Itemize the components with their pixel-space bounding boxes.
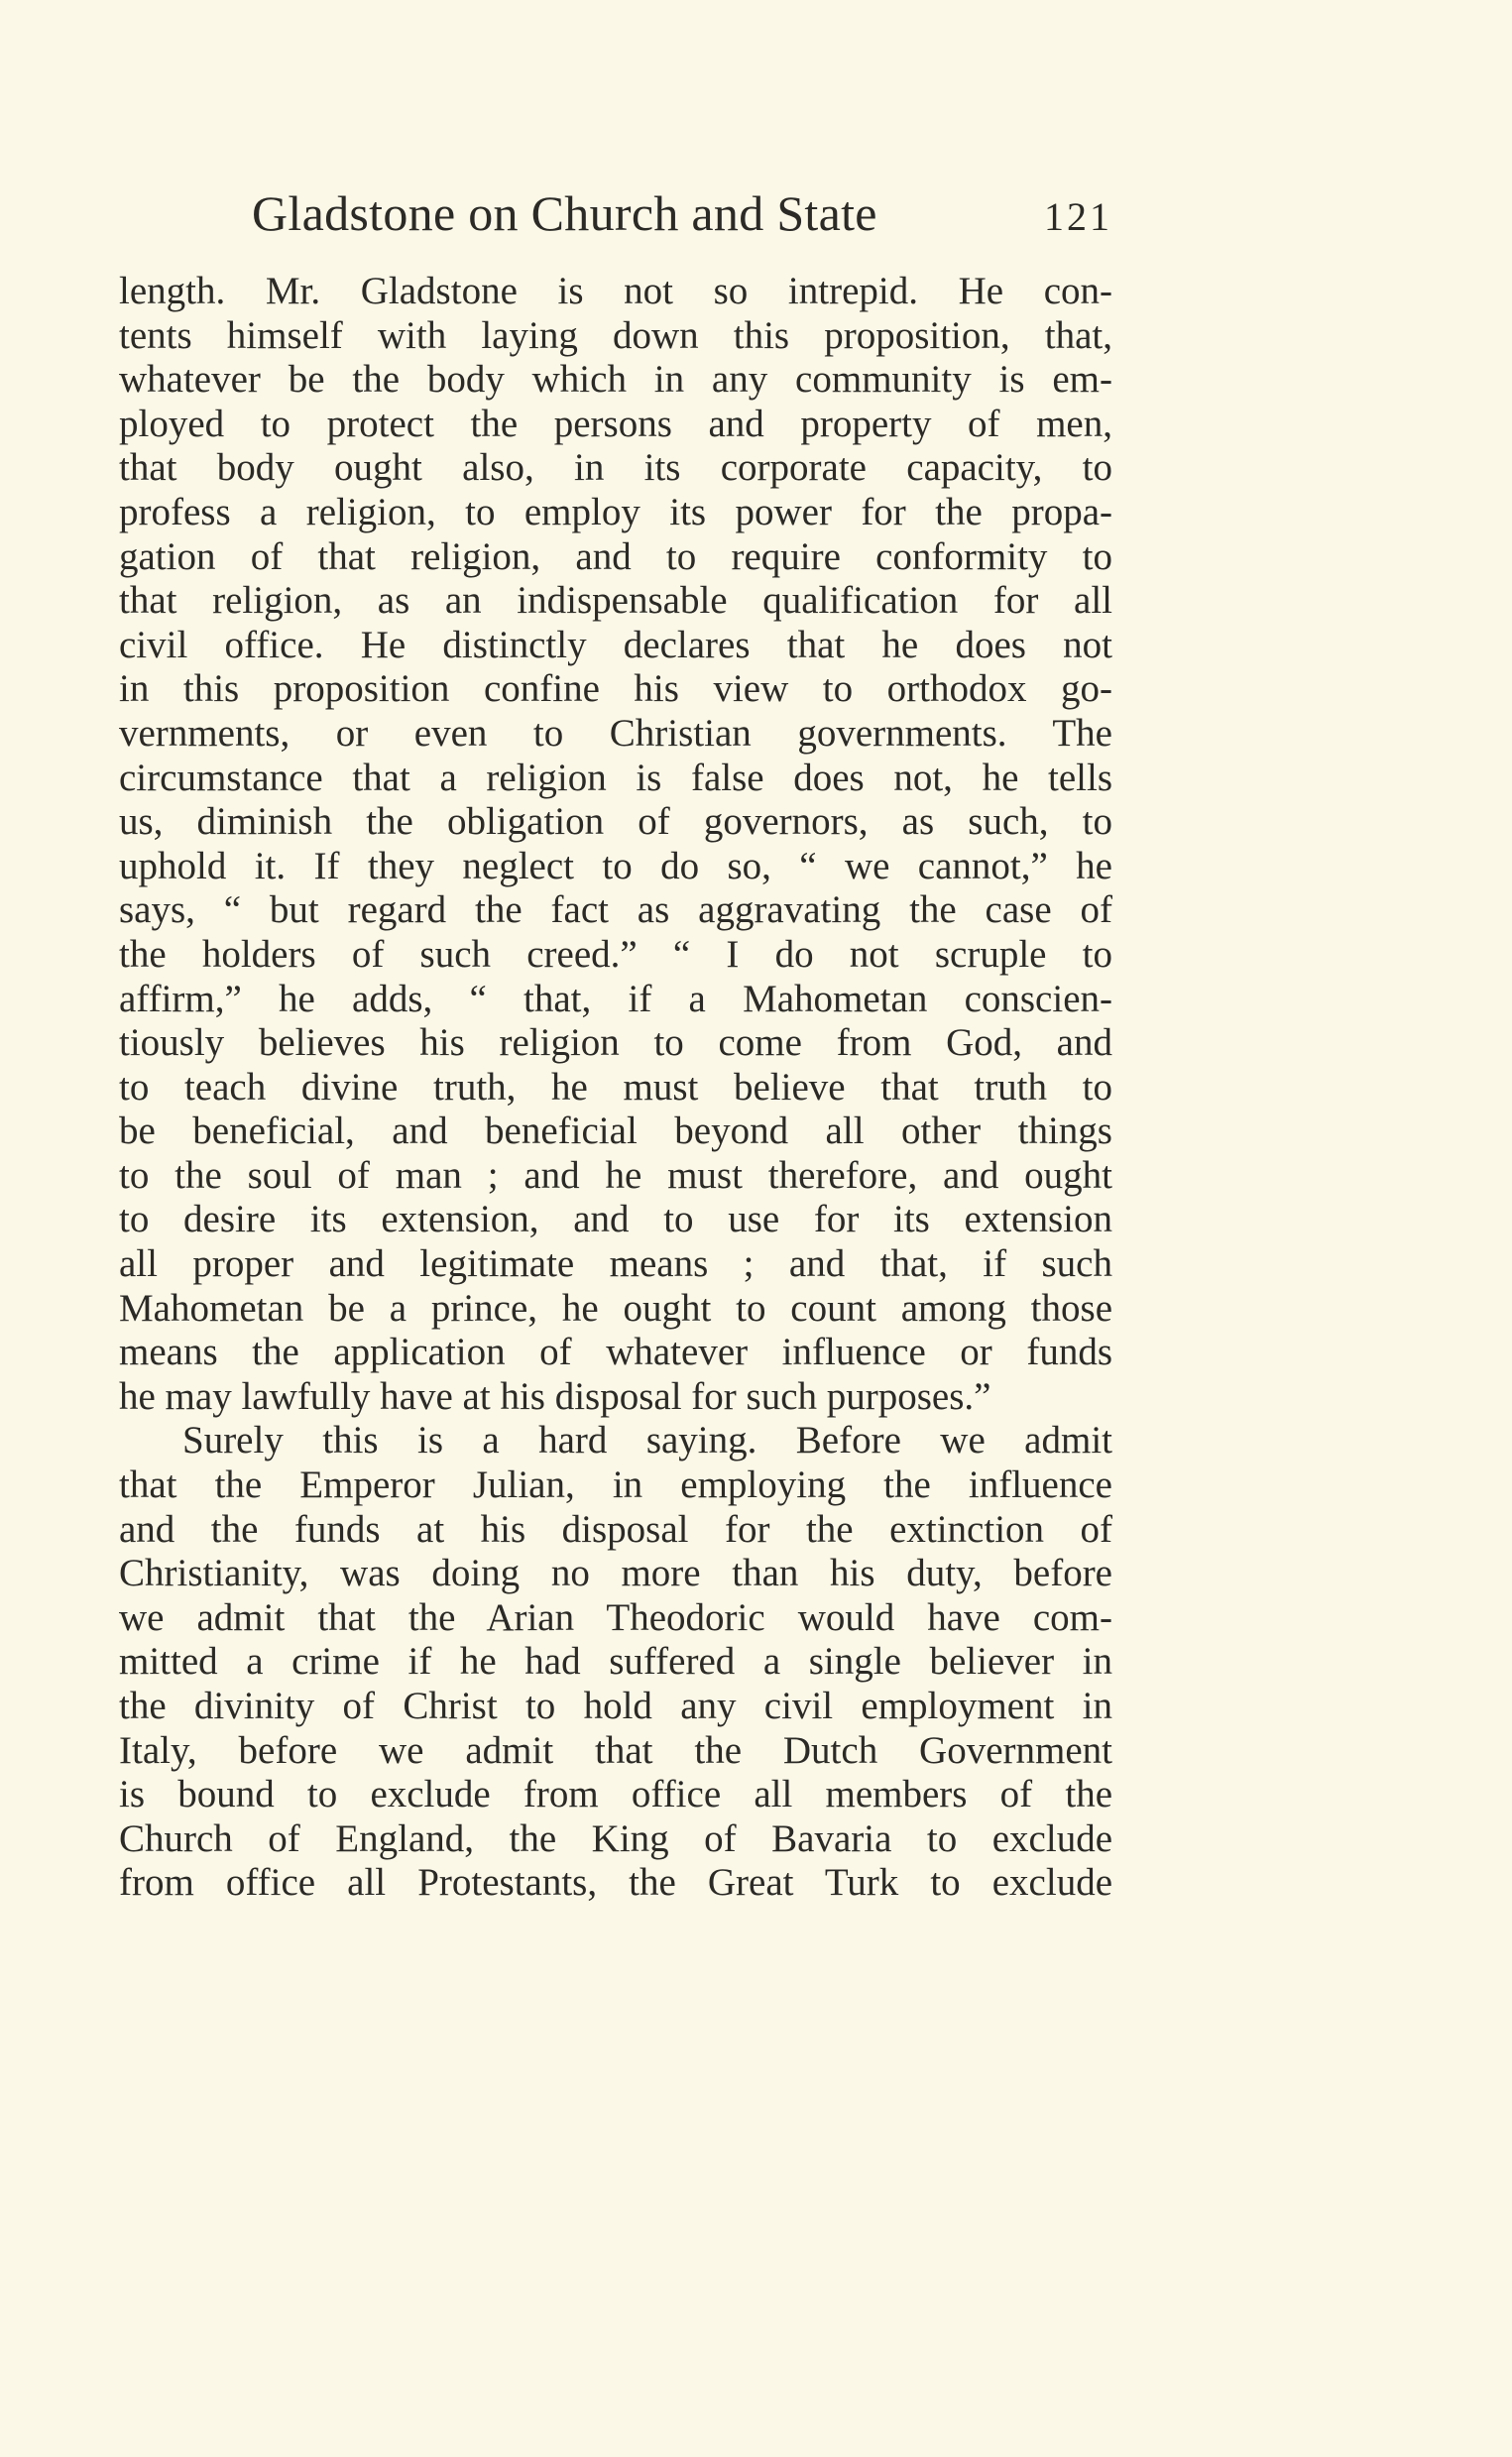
text-line: Church of England, the King of Bavaria to exclude [119,1816,1112,1860]
text-line: all proper and legitimate means ; and that, if such [119,1242,1112,1286]
running-head [119,178,1112,248]
text-line: that the Emperor Julian, in employing the influence [119,1463,1112,1507]
text-line: profess a religion, to employ its power for the propa- [119,490,1112,533]
text-line: tiously believes his religion to come from God, and [119,1021,1112,1065]
paragraph-start-line: Surely this is a hard saying. Before we admit [182,1419,1112,1462]
text-line: whatever be the body which in any community is em- [119,358,1112,402]
text-line: affirm,” he adds, “ that, if a Mahometan conscien- [119,977,1112,1020]
text-line: to the soul of man ; and he must therefore, and ought [119,1153,1112,1197]
text-line: vernments, or even to Christian governments. The [119,711,1112,755]
text-line: says, “ but regard the fact as aggravating the case of [119,888,1112,932]
text-line: Mahometan be a prince, he ought to count among those [119,1286,1112,1330]
text-line: means the application of whatever influence or funds [119,1331,1112,1374]
text-line: uphold it. If they neglect to do so, “ we cannot,” he [119,844,1112,887]
text-line: and the funds at his disposal for the extinction of [119,1507,1112,1551]
body-text [119,270,1112,1906]
text-line: tents himself with laying down this proposition, that, [119,313,1112,357]
text-line: from office all Protestants, the Great Turk to exclude [119,1861,1112,1905]
running-title: Gladstone on Church and State [252,185,877,241]
text-line: mitted a crime if he had suffered a single believer in [119,1640,1112,1684]
text-line: to desire its extension, and to use for its extension [119,1198,1112,1241]
text-line: ployed to protect the persons and property of men, [119,402,1112,445]
page-number: 121 [1044,194,1112,239]
text-line: the divinity of Christ to hold any civil employment in [119,1685,1112,1727]
text-line: Italy, before we admit that the Dutch Government [119,1728,1112,1772]
text-line: circumstance that a religion is false does not, he tells [119,756,1112,799]
text-line: we admit that the Arian Theodoric would have com- [119,1595,1112,1639]
text-line: civil office. He distinctly declares that he does not [119,623,1112,666]
text-line: Christianity, was doing no more than his duty, before [119,1552,1112,1595]
text-line: the holders of such creed.” “ I do not scruple to [119,932,1112,976]
paragraph-end-line: he may lawfully have at his disposal for such purposes.” [119,1374,991,1418]
text-line: in this proposition confine his view to orthodox go- [119,667,1112,711]
text-line: to teach divine truth, he must believe that truth to [119,1065,1112,1109]
text-line: gation of that religion, and to require conformity to [119,534,1112,578]
text-line: is bound to exclude from office all members of the [119,1773,1112,1816]
text-line: that body ought also, in its corporate capacity, to [119,446,1112,490]
text-line: that religion, as an indispensable qualification for all [119,579,1112,623]
text-line: length. Mr. Gladstone is not so intrepid. He con- [119,270,1112,312]
text-line: be beneficial, and beneficial beyond all other things [119,1110,1112,1153]
text-line: us, diminish the obligation of governors, as such, to [119,800,1112,844]
